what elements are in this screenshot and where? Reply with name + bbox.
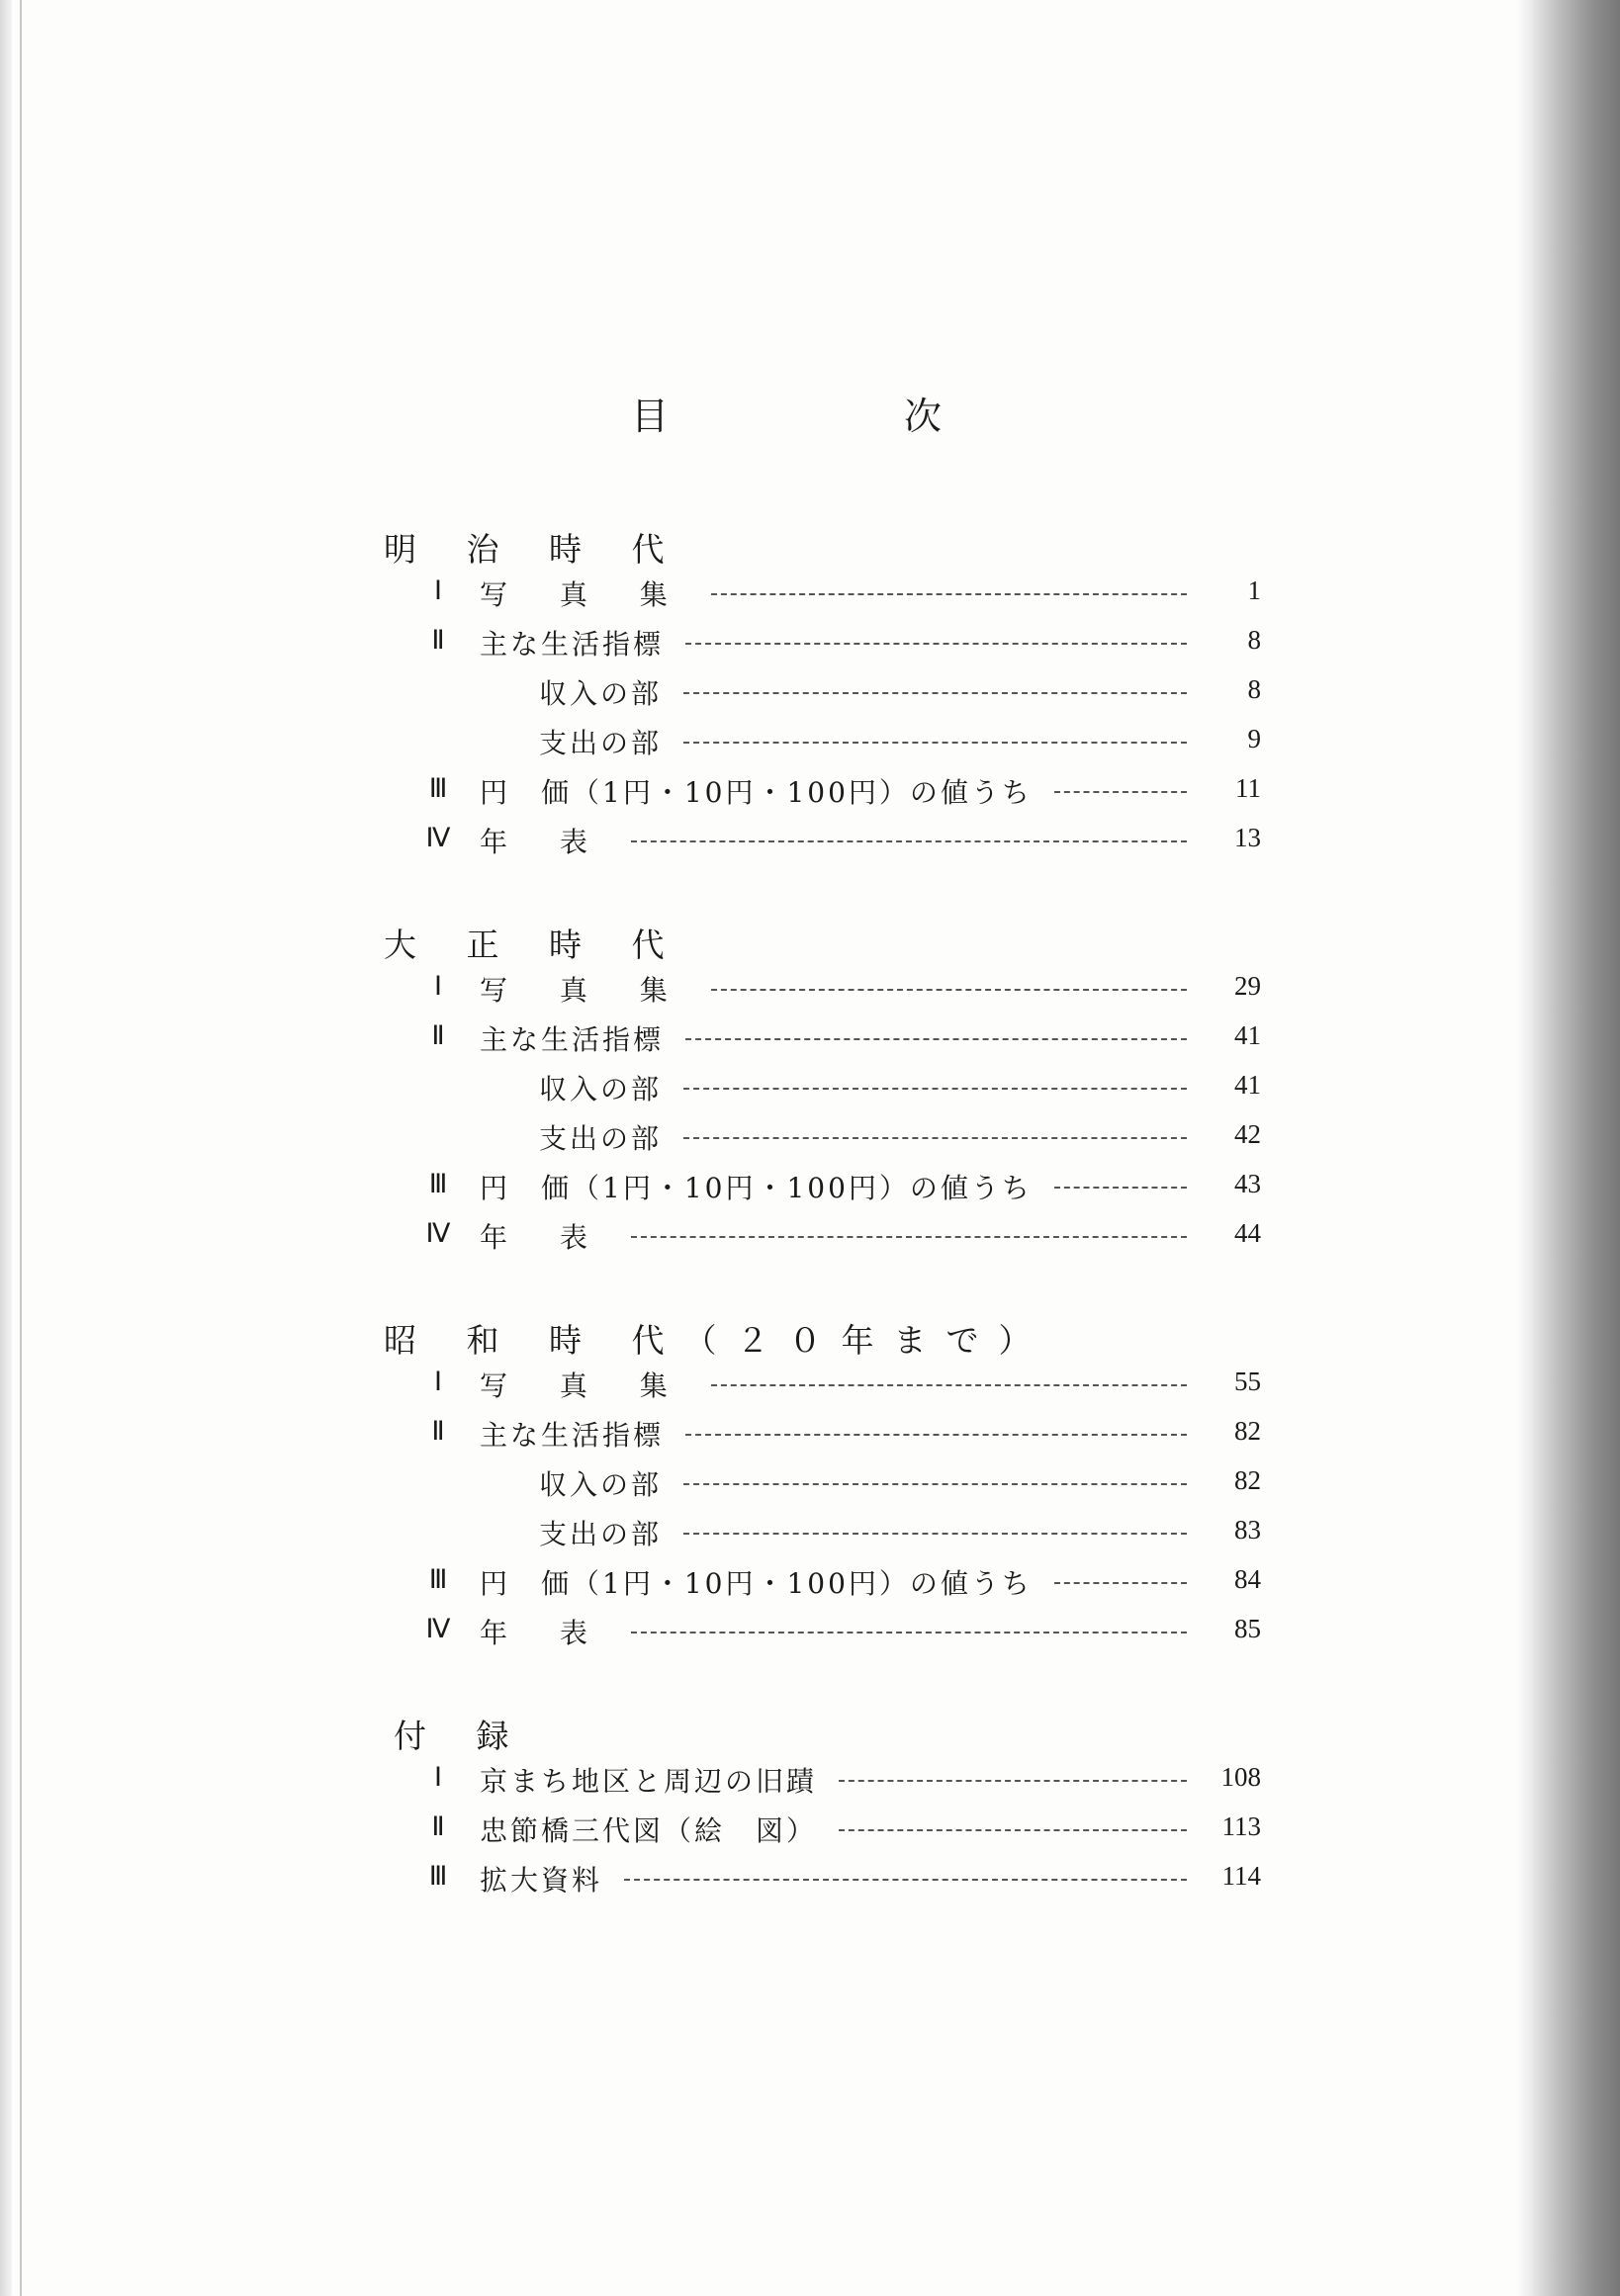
section-heading: 大 正 時 代 — [384, 926, 684, 964]
entry-number: Ⅰ — [434, 575, 442, 605]
entry-page-number: 11 — [1235, 773, 1261, 803]
entry-page-number: 1 — [1247, 575, 1261, 605]
dotted-leader — [1054, 1582, 1187, 1584]
entry-page-number: 41 — [1234, 1070, 1261, 1100]
dotted-leader — [631, 1632, 1187, 1634]
entry-label: 円 価（1円・10円・100円）の値うち — [480, 1567, 1033, 1600]
entry-page-number: 84 — [1234, 1564, 1261, 1594]
entry-page-number: 82 — [1234, 1416, 1261, 1446]
entry-number: Ⅲ — [428, 773, 448, 803]
entry-page-number: 113 — [1221, 1811, 1261, 1841]
entry-label: 写 真 集 — [480, 1369, 689, 1402]
dotted-leader — [685, 643, 1187, 645]
toc-entry[interactable] — [0, 1018, 1582, 1058]
entry-label: 年 表 — [480, 1221, 609, 1254]
section-heading: 明 治 時 代 — [384, 530, 684, 569]
entry-label: 写 真 集 — [480, 578, 689, 611]
entry-number: Ⅳ — [425, 1614, 451, 1643]
entry-number: Ⅰ — [434, 971, 442, 1001]
entry-label: 円 価（1円・10円・100円）の値うち — [480, 776, 1033, 809]
dotted-leader — [1054, 1187, 1187, 1189]
entry-label: 京まち地区と周辺の旧蹟 — [480, 1765, 818, 1798]
dotted-leader — [839, 1780, 1187, 1782]
entry-number: Ⅰ — [434, 1762, 442, 1792]
dotted-leader — [839, 1829, 1187, 1831]
toc-entry[interactable] — [0, 1760, 1582, 1800]
toc-entry[interactable] — [0, 722, 1582, 761]
entry-page-number: 9 — [1247, 724, 1261, 753]
entry-label: 収入の部 — [539, 1073, 663, 1105]
dotted-leader — [683, 742, 1187, 744]
dotted-leader — [683, 1088, 1187, 1090]
section-heading: 付 録 — [394, 1717, 529, 1755]
dotted-leader — [683, 1533, 1187, 1535]
entry-number: Ⅰ — [434, 1367, 442, 1396]
entry-label: 支出の部 — [539, 1518, 663, 1550]
entry-page-number: 29 — [1234, 971, 1261, 1001]
toc-entry[interactable] — [0, 821, 1582, 860]
section-heading: 昭 和 時 代（２０年まで） — [384, 1321, 1051, 1360]
toc-entry[interactable] — [0, 1414, 1582, 1454]
entry-label: 主な生活指標 — [480, 628, 665, 661]
entry-label: 主な生活指標 — [480, 1419, 665, 1452]
entry-page-number: 85 — [1234, 1614, 1261, 1643]
entry-number: Ⅲ — [428, 1564, 448, 1594]
toc-entry[interactable] — [0, 1216, 1582, 1256]
entry-page-number: 83 — [1234, 1515, 1261, 1545]
toc-title: 目 次 — [630, 395, 1040, 438]
entry-number: Ⅳ — [425, 1218, 451, 1248]
entry-number: Ⅱ — [431, 625, 445, 655]
dotted-leader — [685, 1434, 1187, 1436]
toc-entry[interactable] — [0, 1365, 1582, 1404]
dotted-leader — [711, 593, 1187, 595]
dotted-leader — [631, 840, 1187, 842]
toc-entry[interactable] — [0, 771, 1582, 811]
toc-entry[interactable] — [0, 574, 1582, 613]
entry-label: 支出の部 — [539, 1122, 663, 1155]
entry-label: 円 価（1円・10円・100円）の値うち — [480, 1172, 1033, 1204]
toc-entry[interactable] — [0, 1068, 1582, 1107]
entry-label: 年 表 — [480, 1617, 609, 1649]
entry-label: 写 真 集 — [480, 974, 689, 1007]
entry-page-number: 82 — [1234, 1465, 1261, 1495]
entry-page-number: 44 — [1234, 1218, 1261, 1248]
toc-entry[interactable] — [0, 1859, 1582, 1899]
entry-page-number: 8 — [1247, 674, 1261, 704]
entry-label: 拡大資料 — [480, 1864, 603, 1897]
entry-page-number: 42 — [1234, 1119, 1261, 1149]
entry-page-number: 114 — [1221, 1861, 1261, 1891]
entry-label: 年 表 — [480, 826, 609, 858]
dotted-leader — [624, 1879, 1187, 1881]
toc-entry[interactable] — [0, 969, 1582, 1009]
entry-number: Ⅱ — [431, 1020, 445, 1050]
entry-number: Ⅱ — [431, 1811, 445, 1841]
toc-entry[interactable] — [0, 1810, 1582, 1849]
toc-entry[interactable] — [0, 1612, 1582, 1651]
entry-label: 主な生活指標 — [480, 1023, 665, 1056]
dotted-leader — [711, 989, 1187, 991]
dotted-leader — [685, 1038, 1187, 1040]
toc-entry[interactable] — [0, 1562, 1582, 1602]
toc-entry[interactable] — [0, 1513, 1582, 1552]
entry-page-number: 55 — [1234, 1367, 1261, 1396]
entry-page-number: 43 — [1234, 1169, 1261, 1198]
entry-label: 忠節橋三代図（絵 図） — [480, 1814, 818, 1847]
toc-entry[interactable] — [0, 623, 1582, 662]
entry-page-number: 41 — [1234, 1020, 1261, 1050]
entry-page-number: 108 — [1220, 1762, 1261, 1792]
entry-number: Ⅱ — [431, 1416, 445, 1446]
dotted-leader — [1054, 791, 1187, 793]
entry-label: 収入の部 — [539, 677, 663, 710]
entry-number: Ⅳ — [425, 823, 451, 852]
entry-label: 収入の部 — [539, 1468, 663, 1501]
dotted-leader — [683, 1137, 1187, 1139]
dotted-leader — [631, 1236, 1187, 1238]
entry-number: Ⅲ — [428, 1169, 448, 1198]
entry-label: 支出の部 — [539, 727, 663, 759]
toc-entry[interactable] — [0, 1463, 1582, 1503]
entry-page-number: 13 — [1234, 823, 1261, 852]
toc-entry[interactable] — [0, 1117, 1582, 1157]
dotted-leader — [683, 692, 1187, 694]
toc-entry[interactable] — [0, 1167, 1582, 1206]
toc-entry[interactable] — [0, 672, 1582, 712]
entry-number: Ⅲ — [428, 1861, 448, 1891]
dotted-leader — [711, 1384, 1187, 1386]
dotted-leader — [683, 1483, 1187, 1485]
entry-page-number: 8 — [1247, 625, 1261, 655]
